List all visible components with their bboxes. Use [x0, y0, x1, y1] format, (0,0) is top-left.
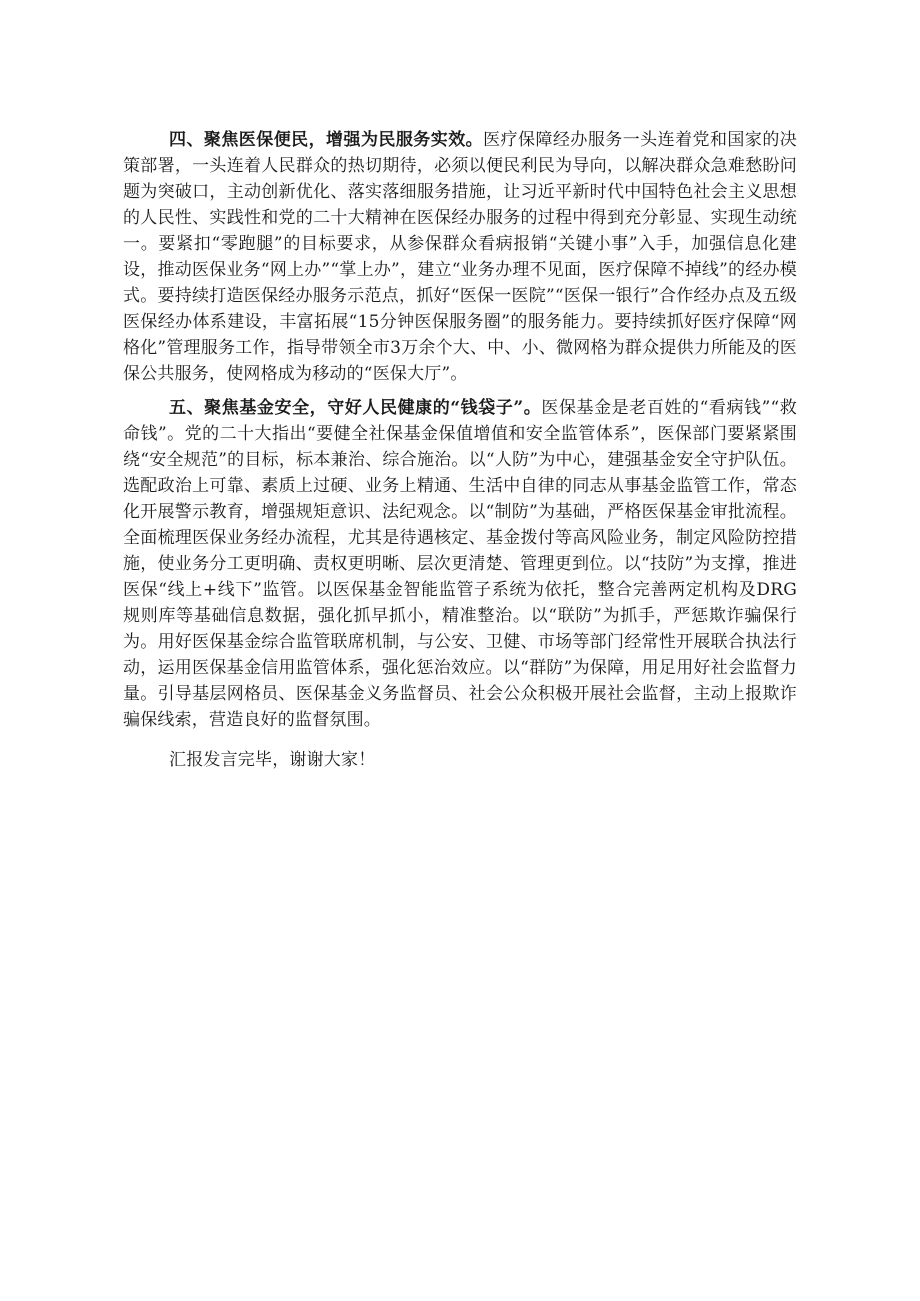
- section-body-5: 医保基金是老百姓的“看病钱”“救命钱”。党的二十大指出“要健全社保基金保值增值和安全监管体系”，医保部门要紧紧围绕“安全规范”的目标，标本兼治、综合施治。以“人防”为中心，建强基金安全守护队伍。选配政治上可靠、素质上过硬、业务上精通、生活中自律的同志从事基金监管工作，常态化开展警示教育，增强规矩意识、法纪观念。以“制防”为基础，严格医保基金审批流程。全面梳理医保业务经办流程，尤其是待遇核定、基金拨付等高风险业务，制定风险防控措施，使业务分工更明确、责权更明晰、层次更清楚、管理更到位。以“技防”为支撑，推进医保“线上+线下”监管。以医保基金智能监管子系统为依托，整合完善两定机构及DRG规则库等基础信息数据，强化抓早抓小，精准整治。以“联防”为抓手，严惩欺诈骗保行为。用好医保基金综合监管联席机制，与公安、卫健、市场等部门经常性开展联合执法行动，运用医保基金信用监管体系，强化惩治效应。以“群防”为保障，用足用好社会监督力量。引导基层网格员、医保基金义务监督员、社会公众积极开展社会监督，主动上报欺诈骗保线索，营造良好的监督氛围。: [123, 398, 797, 730]
- document-body: [123, 127, 797, 773]
- section-body-4: 医疗保障经办服务一头连着党和国家的决策部署，一头连着人民群众的热切期待，必须以便民利民为导向，以解决群众急难愁盼问题为突破口，主动创新优化、落实落细服务措施，让习近平新时代中国特色社会主义思想的人民性、实践性和党的二十大精神在医保经办服务的过程中得到充分彰显、实现生动统一。要紧扣“零跑腿”的目标要求，从参保群众看病报销“关键小事”入手，加强信息化建设，推动医保业务“网上办”“掌上办”，建立“业务办理不见面，医疗保障不掉线”的经办模式。要持续打造医保经办服务示范点，抓好“医保一医院”“医保一银行”合作经办点及五级医保经办体系建设，丰富拓展“15分钟医保服务圈”的服务能力。要持续抓好医疗保障“网格化”管理服务工作，指导带领全市3万余个大、中、小、微网格为群众提供力所能及的医保公共服务，使网格成为移动的“医保大厅”。: [123, 130, 797, 384]
- closing-remark: 汇报发言完毕，谢谢大家！: [169, 750, 376, 770]
- section-paragraph-5: [123, 395, 797, 733]
- section-heading-4: 四、聚焦医保便民，增强为民服务实效。: [169, 130, 484, 150]
- section-heading-5: 五、聚焦基金安全，守好人民健康的“钱袋子”。: [169, 398, 542, 418]
- section-paragraph-4: [123, 127, 797, 387]
